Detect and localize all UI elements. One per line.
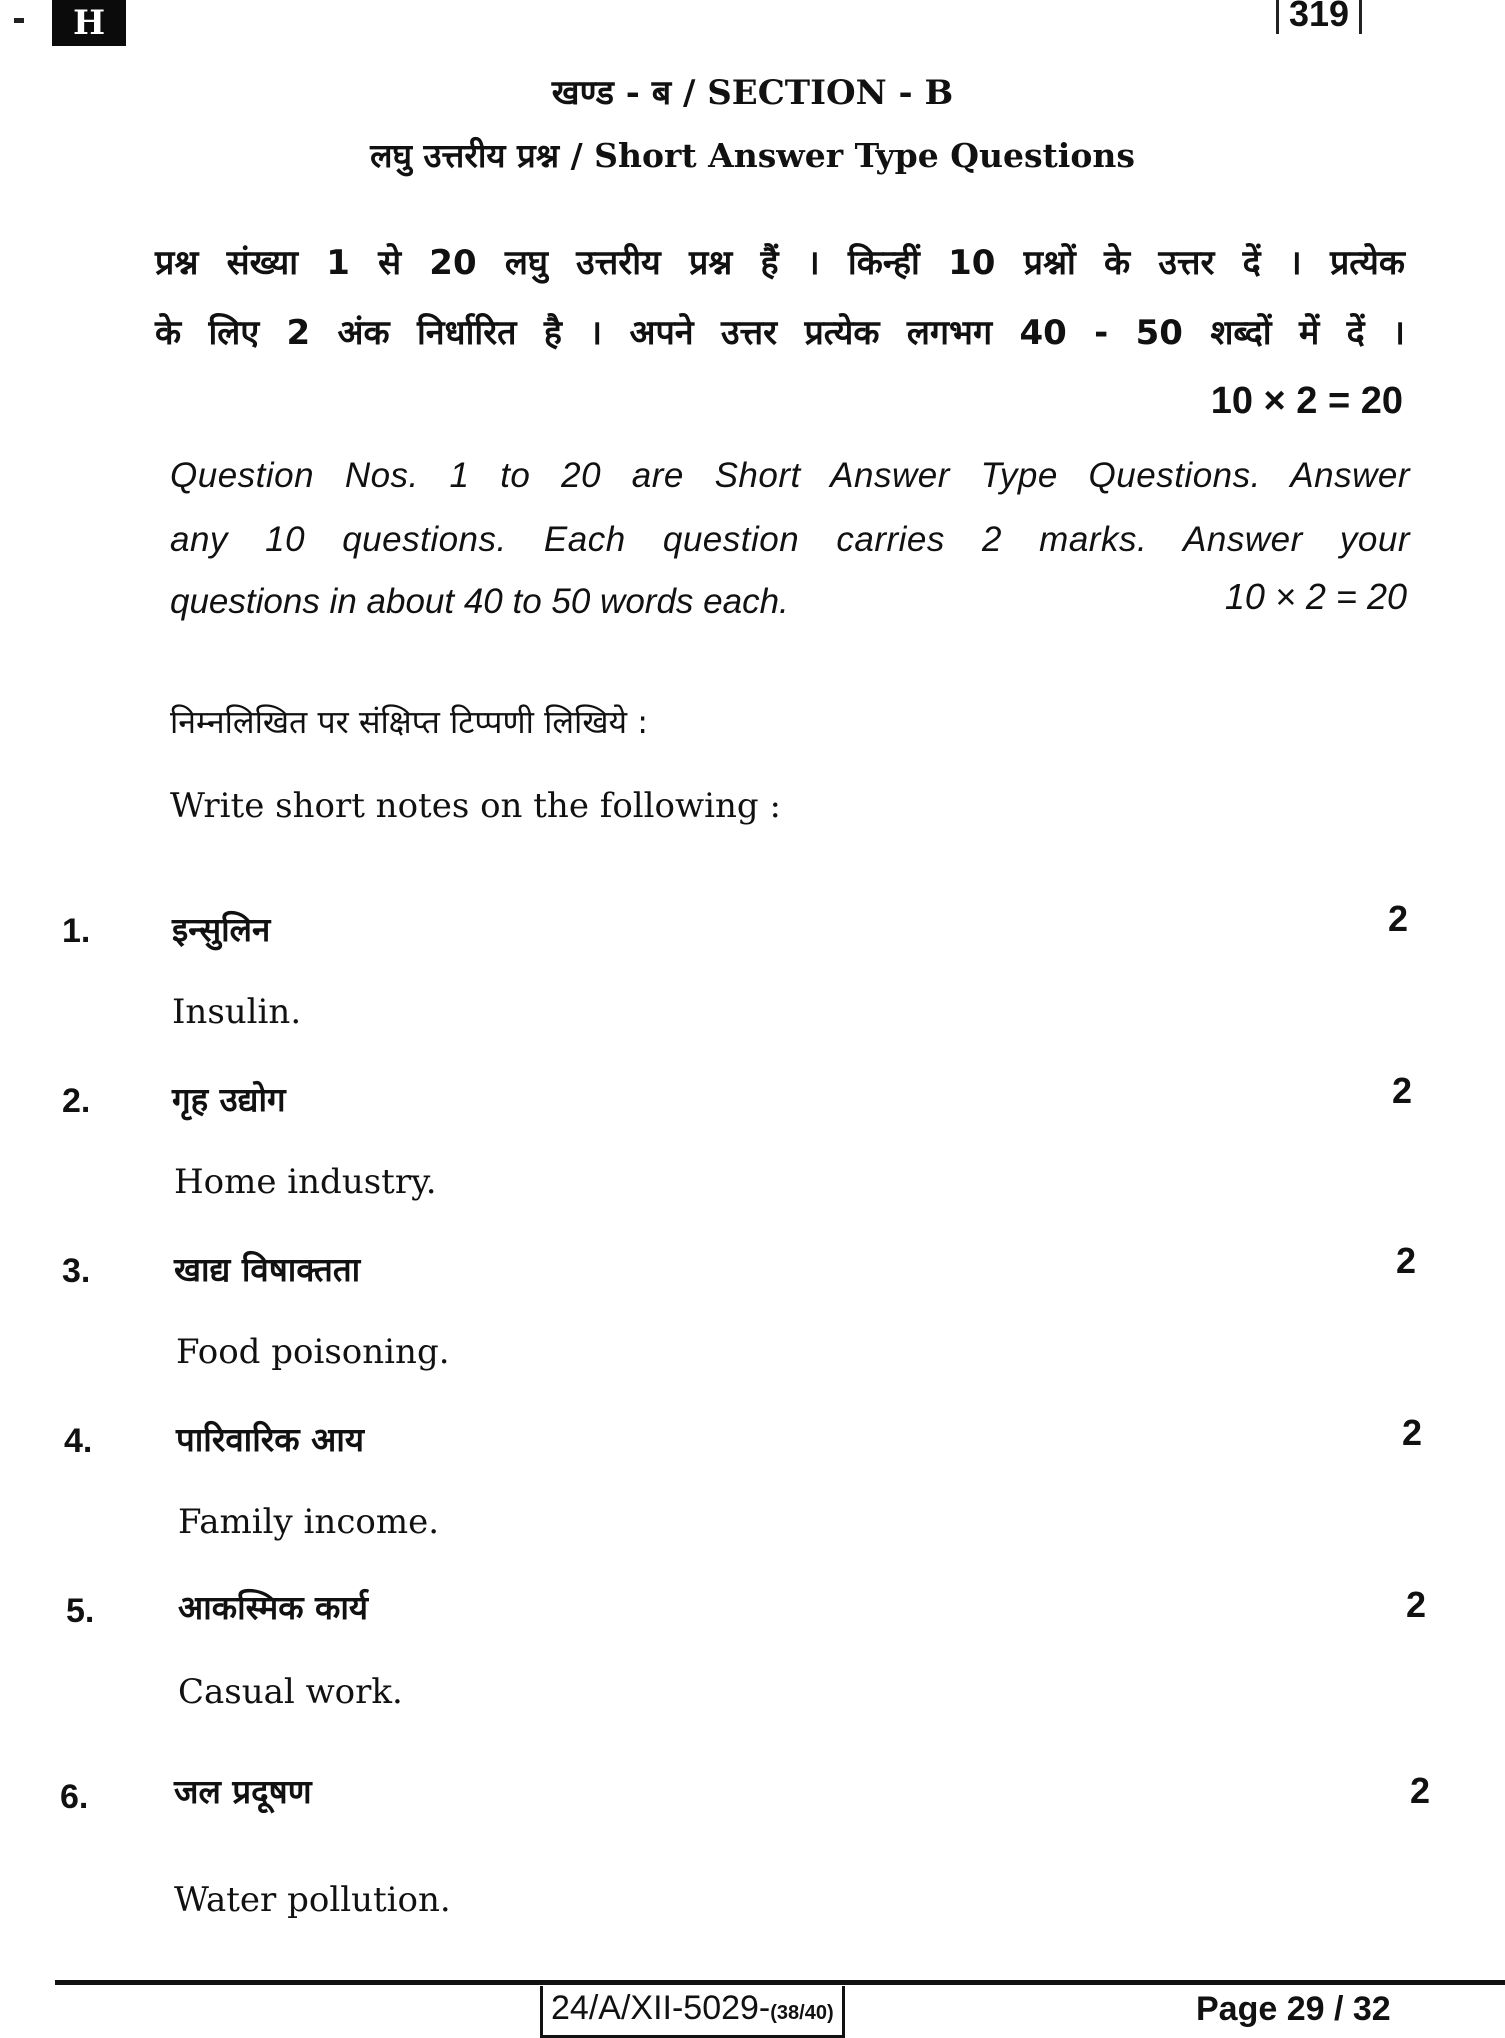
paper-code: 319 xyxy=(1276,0,1362,34)
section-title: खण्ड - ब / SECTION - B xyxy=(551,73,954,113)
prompt-english: Write short notes on the following : xyxy=(170,786,781,826)
english-instruction-line-1: Question Nos. 1 to 20 are Short Answer Type Questions. Answer xyxy=(170,456,1410,495)
question-hindi: खाद्य विषाक्तता xyxy=(174,1250,361,1289)
question-hindi: इन्सुलिन xyxy=(172,910,271,949)
booklet-code-sub: (38/40) xyxy=(770,2002,834,2024)
page-number: Page 29 / 32 xyxy=(1196,1990,1391,2028)
question-marks: 2 xyxy=(1396,1240,1417,1281)
question-marks: 2 xyxy=(1402,1412,1423,1453)
set-badge: H xyxy=(52,0,126,46)
question-english: Casual work. xyxy=(178,1672,403,1712)
question-hindi: जल प्रदूषण xyxy=(174,1772,312,1811)
question-number: 5. xyxy=(66,1592,95,1630)
question-hindi: आकस्मिक कार्य xyxy=(178,1588,369,1627)
question-english: Insulin. xyxy=(172,992,302,1032)
english-instruction-line-2: any 10 questions. Each question carries 2 marks. Answer your xyxy=(170,520,1410,559)
question-hindi: गृह उद्योग xyxy=(172,1080,286,1119)
section-subtitle: लघु उत्तरीय प्रश्न / Short Answer Type Questions xyxy=(370,136,1135,175)
booklet-code xyxy=(540,1986,845,2038)
hindi-instruction-line-2: के लिए 2 अंक निर्धारित है । अपने उत्तर प्रत्येक लगभग 40 - 50 शब्दों में दें । xyxy=(155,313,1405,353)
booklet-code-main: 24/A/XII-5029- xyxy=(551,1989,771,2027)
question-english: Water pollution. xyxy=(174,1880,451,1920)
question-number: 4. xyxy=(64,1422,93,1460)
question-number: 2. xyxy=(62,1082,91,1120)
question-marks: 2 xyxy=(1410,1770,1431,1811)
margin-dash xyxy=(14,18,24,23)
question-english: Food poisoning. xyxy=(176,1332,450,1372)
question-english: Home industry. xyxy=(174,1162,437,1202)
prompt-hindi: निम्नलिखित पर संक्षिप्त टिप्पणी लिखिये : xyxy=(170,703,649,741)
question-number: 6. xyxy=(60,1778,89,1816)
question-marks: 2 xyxy=(1406,1584,1427,1625)
question-number: 1. xyxy=(62,912,91,950)
question-english: Family income. xyxy=(178,1502,440,1542)
hindi-instruction-line-1: प्रश्न संख्या 1 से 20 लघु उत्तरीय प्रश्न हैं । किन्हीं 10 प्रश्नों के उत्तर दें । प्रत्येक xyxy=(155,243,1405,283)
question-hindi: पारिवारिक आय xyxy=(176,1420,364,1459)
question-marks: 2 xyxy=(1392,1070,1413,1111)
hindi-marks-total: 10 × 2 = 20 xyxy=(1210,380,1403,422)
english-marks-total: 10 × 2 = 20 xyxy=(1224,576,1407,617)
question-number: 3. xyxy=(62,1252,91,1290)
question-marks: 2 xyxy=(1388,898,1409,939)
footer-rule xyxy=(55,1980,1505,1985)
english-instruction-line-3: questions in about 40 to 50 words each. xyxy=(170,582,789,621)
